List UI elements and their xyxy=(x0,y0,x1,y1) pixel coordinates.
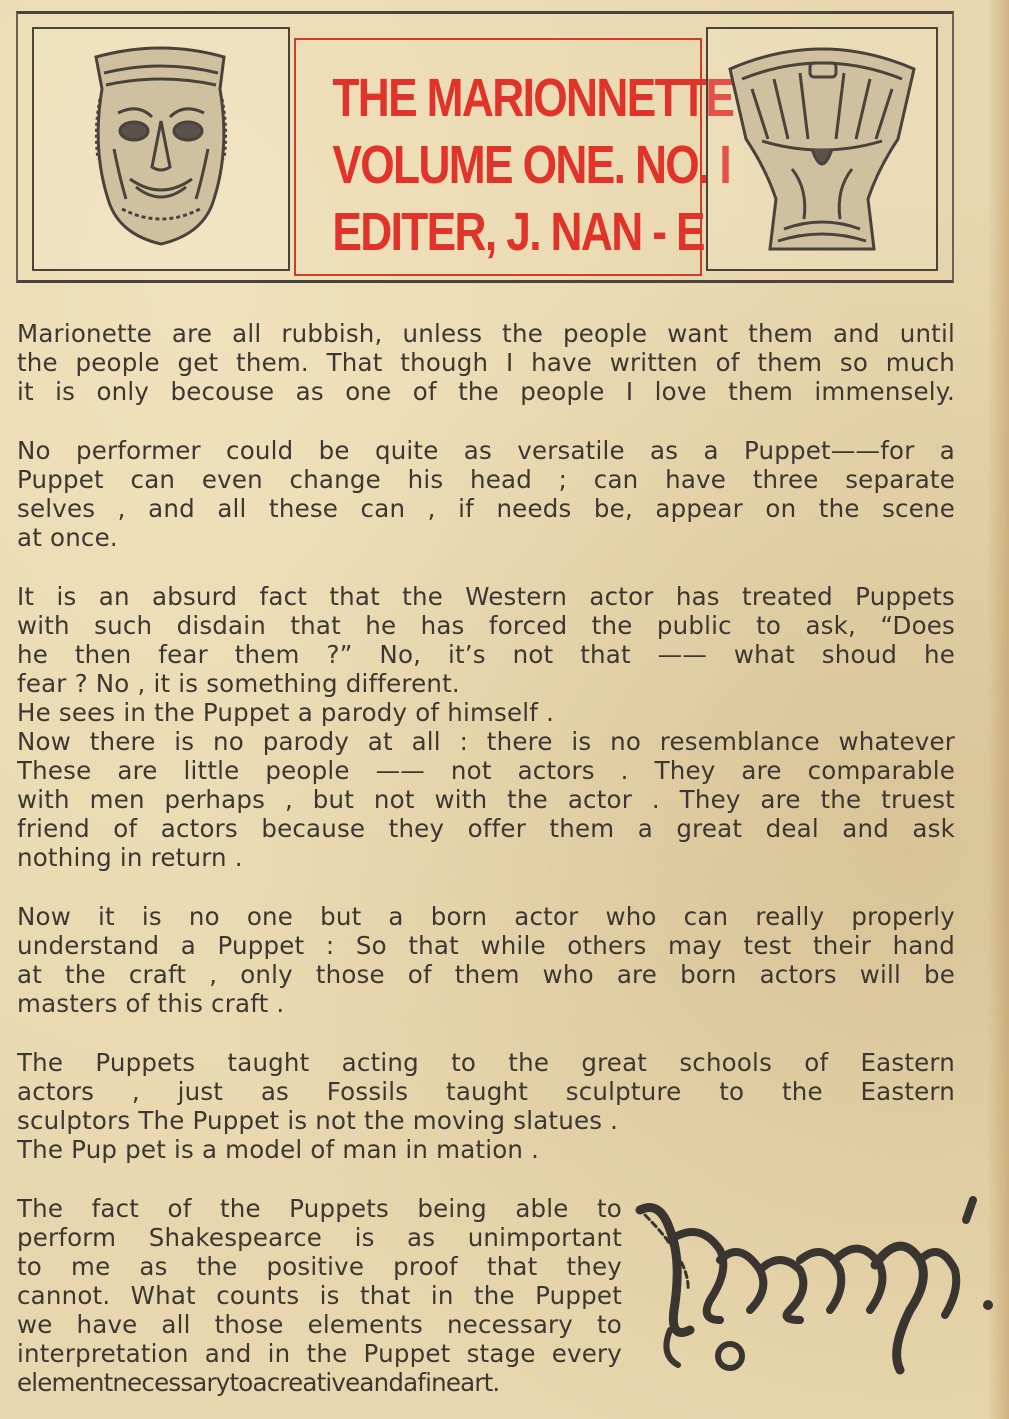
paragraph-1 xyxy=(17,319,955,406)
text-line: understand a Puppet : So that while others may test their hand xyxy=(17,931,955,960)
text-line: with men perhaps , but not with the actor . They are the truest xyxy=(17,785,955,814)
paragraph-2 xyxy=(17,436,955,552)
text-line: at once. xyxy=(17,523,118,552)
paragraph-4 xyxy=(17,902,955,1018)
right-puppet-illustration xyxy=(706,27,938,271)
text-line: sculptors The Puppet is not the moving slatues . xyxy=(17,1106,619,1135)
text-line: friend of actors because they offer them a great deal and ask xyxy=(17,814,955,843)
masthead xyxy=(16,11,954,283)
carved-mask-icon xyxy=(34,29,288,269)
text-line: The fact of the Puppets being able to xyxy=(17,1194,622,1223)
text-line: nothing in return . xyxy=(17,843,243,872)
text-line: Marionette are all rubbish, unless the people want them and until xyxy=(17,319,955,348)
text-line: at the craft , only those of them who are born actors will be xyxy=(17,960,955,989)
title-line-1: THE MARIONNETTE xyxy=(332,68,734,128)
text-line: masters of this craft . xyxy=(17,989,285,1018)
text-line: These are little people —— not actors . They are comparable xyxy=(17,756,955,785)
text-line: Puppet can even change his head ; can have three separate xyxy=(17,465,955,494)
text-line: Now it is no one but a born actor who can really properly xyxy=(17,902,955,931)
text-line: It is an absurd fact that the Western actor has treated Puppets xyxy=(17,582,955,611)
text-line: to me as the positive proof that they xyxy=(17,1252,622,1281)
text-line: with such disdain that he has forced the public to ask, “Does xyxy=(17,611,955,640)
text-line: fear ? No , it is something different. xyxy=(17,669,460,698)
text-line: he then fear them ?” No, it’s not that —— what shoud he xyxy=(17,640,955,669)
text-line: perform Shakespearce is as unimportant xyxy=(17,1223,622,1252)
text-line: cannot. What counts is that in the Puppet xyxy=(17,1281,622,1310)
handwritten-signature xyxy=(630,1180,1000,1390)
paragraph-6 xyxy=(17,1194,622,1397)
title-line-3: EDITER, J. NAN - E xyxy=(332,202,704,262)
text-line: The Puppets taught acting to the great schools of Eastern xyxy=(17,1048,955,1077)
paragraph-3 xyxy=(17,582,955,872)
text-line: Now there is no parody at all : there is no resemblance whatever xyxy=(17,727,955,756)
left-mask-illustration xyxy=(32,27,290,271)
text-line: The Pup pet is a model of man in mation . xyxy=(17,1135,540,1164)
text-line: we have all those elements necessary to xyxy=(17,1310,622,1339)
text-line: interpretation and in the Puppet stage every xyxy=(17,1339,622,1368)
text-line: He sees in the Puppet a parody of himself . xyxy=(17,698,555,727)
text-line: it is only becouse as one of the people I love them immensely. xyxy=(17,377,955,406)
paragraph-5 xyxy=(17,1048,955,1164)
text-line: elementnecessarytoacreativeandafineart. xyxy=(17,1368,500,1397)
text-line: actors , just as Fossils taught sculpture to the Eastern xyxy=(17,1077,955,1106)
text-line: selves , and all these can , if needs be, appear on the scene xyxy=(17,494,955,523)
text-line: No performer could be quite as versatile as a Puppet——for a xyxy=(17,436,955,465)
text-line: the people get them. That though I have written of them so much xyxy=(17,348,955,377)
puppet-head-icon xyxy=(708,29,936,269)
title-line-2: VOLUME ONE. NO. I xyxy=(332,135,731,195)
title-box xyxy=(294,38,734,276)
signature-icon xyxy=(630,1180,1000,1390)
